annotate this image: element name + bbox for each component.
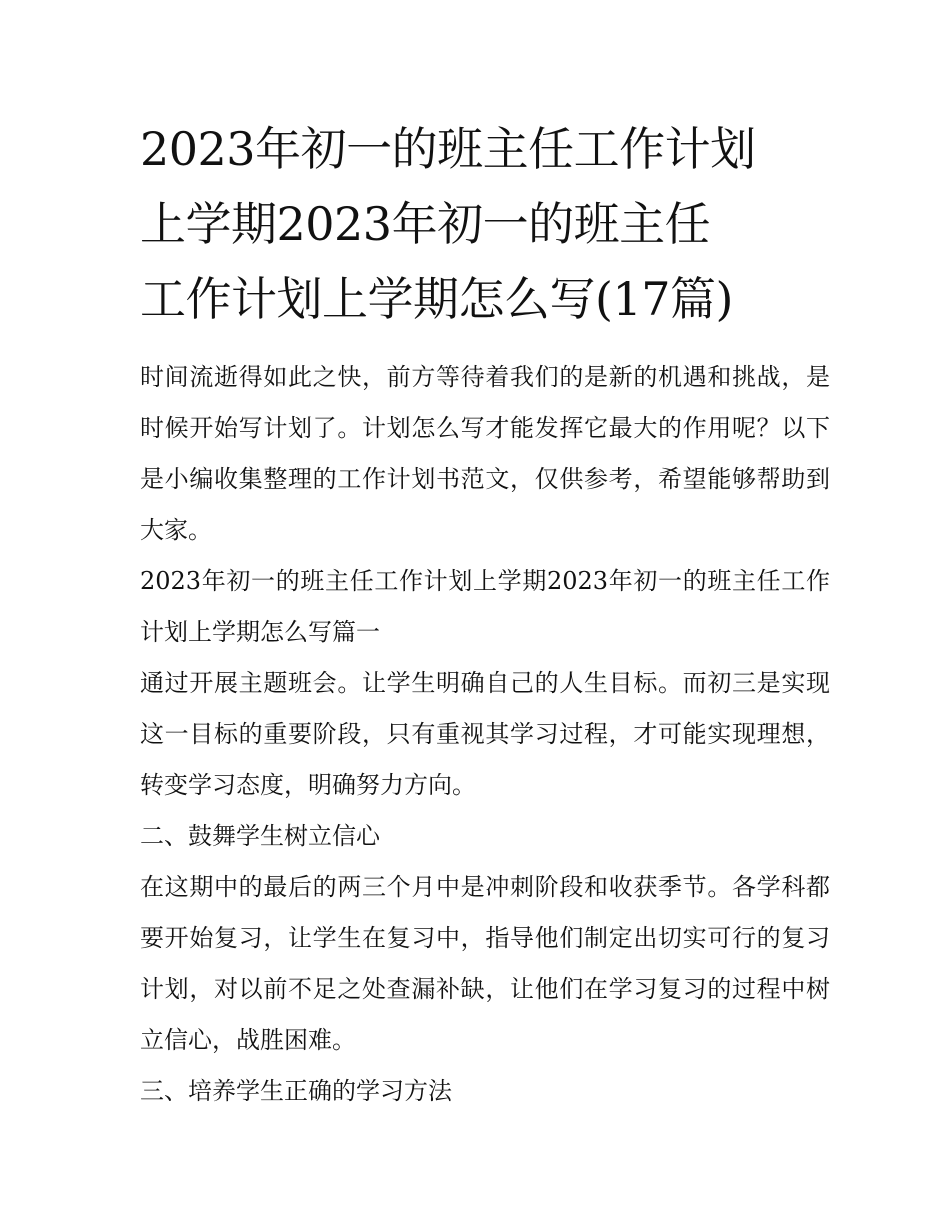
title-line: 上学期2023年初一的班主任 [140, 197, 711, 251]
subheading: 三、培养学生正确的学习方法 [140, 1077, 452, 1105]
section-heading: 2023年初一的班主任工作计划上学期2023年初一的班主任工作计划上学期怎么写篇一 [140, 567, 830, 646]
document-title [140, 112, 830, 337]
intro-paragraph: 时间流逝得如此之快，前方等待着我们的是新的机遇和挑战，是时候开始写计划了。计划怎么写才能发挥它最大的作用呢？以下是小编收集整理的工作计划书范文，仅供参考，希望能够帮助到大家。 [140, 363, 830, 544]
subheading: 二、鼓舞学生树立信心 [140, 822, 380, 850]
title-line: 工作计划上学期怎么写(17篇) [140, 272, 733, 326]
body-paragraph: 在这期中的最后的两三个月中是冲刺阶段和收获季节。各学科都要开始复习，让学生在复习中，指导他们制定出切实可行的复习计划，对以前不足之处查漏补缺，让他们在学习复习的过程中树立信心，战胜困难。 [140, 873, 830, 1054]
document-body [140, 352, 830, 1117]
title-line: 2023年初一的班主任工作计划 [140, 122, 756, 176]
body-paragraph: 通过开展主题班会。让学生明确自己的人生目标。而初三是实现这一目标的重要阶段，只有重视其学习过程，才可能实现理想，转变学习态度，明确努力方向。 [140, 669, 830, 799]
